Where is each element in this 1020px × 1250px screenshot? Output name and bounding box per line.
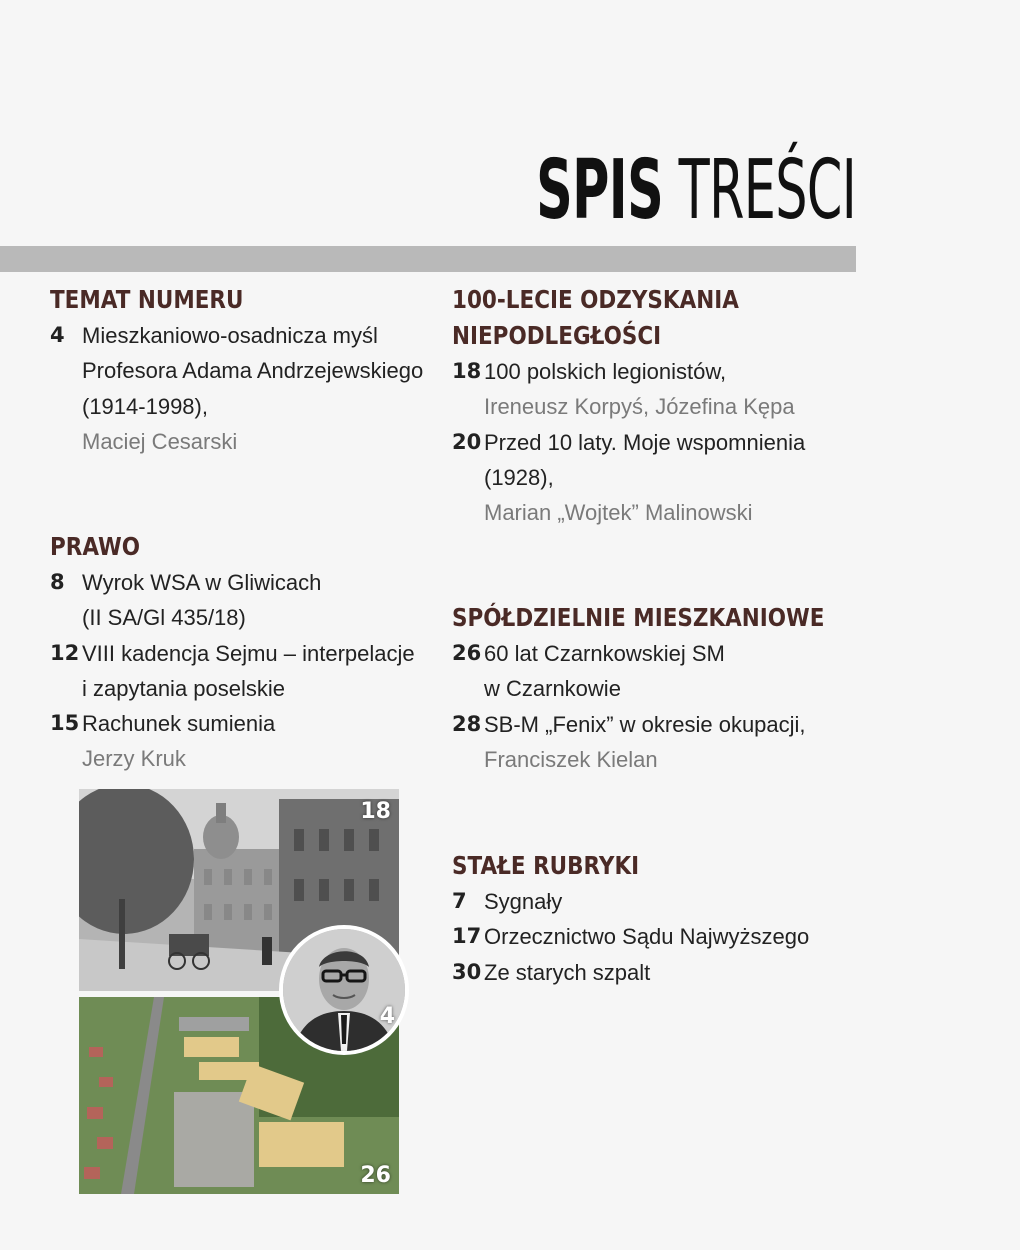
toc-entry[interactable]	[50, 318, 423, 459]
entry-title-line: i zapytania poselskie	[82, 675, 286, 701]
page-title	[535, 143, 856, 238]
photo-collage	[79, 789, 399, 1194]
entry-title-line: VIII kadencja Sejmu – interpelacje	[82, 640, 415, 666]
entry-page: 8	[50, 570, 65, 594]
section-heading: STAŁE RUBRYKI	[452, 851, 640, 880]
portrait-photo[interactable]	[279, 925, 409, 1055]
entry-author: Franciszek Kielan	[484, 746, 658, 772]
entry-page: 12	[50, 640, 80, 665]
section-spoldzielnie	[452, 600, 885, 777]
entry-author: Ireneusz Korpyś, Józefina Kępa	[484, 394, 795, 420]
title-bold: SPIS	[535, 143, 663, 238]
entry-page: 4	[50, 323, 65, 347]
section-heading: TEMAT NUMERU	[50, 285, 244, 314]
section-heading: NIEPODLEGŁOŚCI	[452, 321, 662, 350]
entry-title-line: (1914-1998),	[82, 393, 208, 419]
toc-entry[interactable]	[452, 919, 809, 954]
section-heading: PRAWO	[50, 532, 140, 561]
photo-page-number: 4	[379, 1004, 395, 1029]
entry-title-line: Przed 10 laty. Moje wspomnienia	[484, 429, 806, 455]
portrait-illustration	[283, 929, 405, 1051]
entry-page: 7	[452, 889, 467, 913]
entry-author: Jerzy Kruk	[82, 746, 186, 772]
entry-title-line: 100 polskich legionistów,	[484, 359, 727, 384]
entry-author: Maciej Cesarski	[82, 428, 238, 454]
entry-page: 15	[50, 711, 80, 736]
toc-entry[interactable]	[50, 565, 415, 636]
toc-entry[interactable]	[50, 636, 415, 707]
title-light: TREŚCI	[678, 143, 856, 238]
toc-entry[interactable]	[452, 955, 809, 990]
entry-title-line: Orzecznictwo Sądu Najwyższego	[484, 924, 810, 950]
toc-entry[interactable]	[452, 636, 885, 707]
toc-entry[interactable]	[452, 354, 805, 425]
section-prawo	[50, 529, 415, 777]
entry-title-line: (II SA/Gl 435/18)	[82, 605, 246, 631]
toc-entry[interactable]	[452, 707, 885, 778]
entry-title-line: Sygnały	[484, 889, 563, 914]
entry-page: 18	[452, 359, 482, 383]
entry-title-line: Profesora Adama Andrzejewskiego	[82, 358, 424, 384]
entry-page: 26	[452, 641, 482, 665]
entry-title-line: SB-M „Fenix” w okresie okupacji,	[484, 711, 806, 737]
entry-title-line: Wyrok WSA w Gliwicach	[82, 570, 322, 595]
entry-title-line: Mieszkaniowo-osadnicza myśl	[82, 323, 378, 348]
entry-title-line: w Czarnkowie	[484, 676, 621, 702]
section-100-lecie	[452, 282, 805, 530]
entry-title-line: Rachunek sumienia	[82, 711, 276, 737]
section-heading: 100-LECIE ODZYSKANIA	[452, 285, 739, 314]
photo-page-number: 18	[360, 799, 391, 824]
toc-entry[interactable]	[452, 884, 809, 919]
section-stale-rubryki	[452, 848, 809, 990]
entry-page: 20	[452, 429, 482, 454]
toc-entry[interactable]	[50, 706, 415, 777]
section-heading: SPÓŁDZIELNIE MIESZKANIOWE	[452, 603, 825, 632]
entry-title-line: Ze starych szpalt	[484, 959, 651, 985]
toc-entry[interactable]	[452, 425, 805, 531]
entry-title-line: 60 lat Czarnkowskiej SM	[484, 641, 725, 666]
entry-page: 30	[452, 959, 482, 984]
title-rule	[0, 246, 856, 272]
entry-page: 28	[452, 711, 482, 736]
entry-page: 17	[452, 924, 482, 949]
section-temat-numeru	[50, 282, 423, 459]
entry-title-line: (1928),	[484, 464, 554, 490]
photo-page-number: 26	[360, 1163, 391, 1188]
entry-author: Marian „Wojtek” Malinowski	[484, 500, 753, 526]
